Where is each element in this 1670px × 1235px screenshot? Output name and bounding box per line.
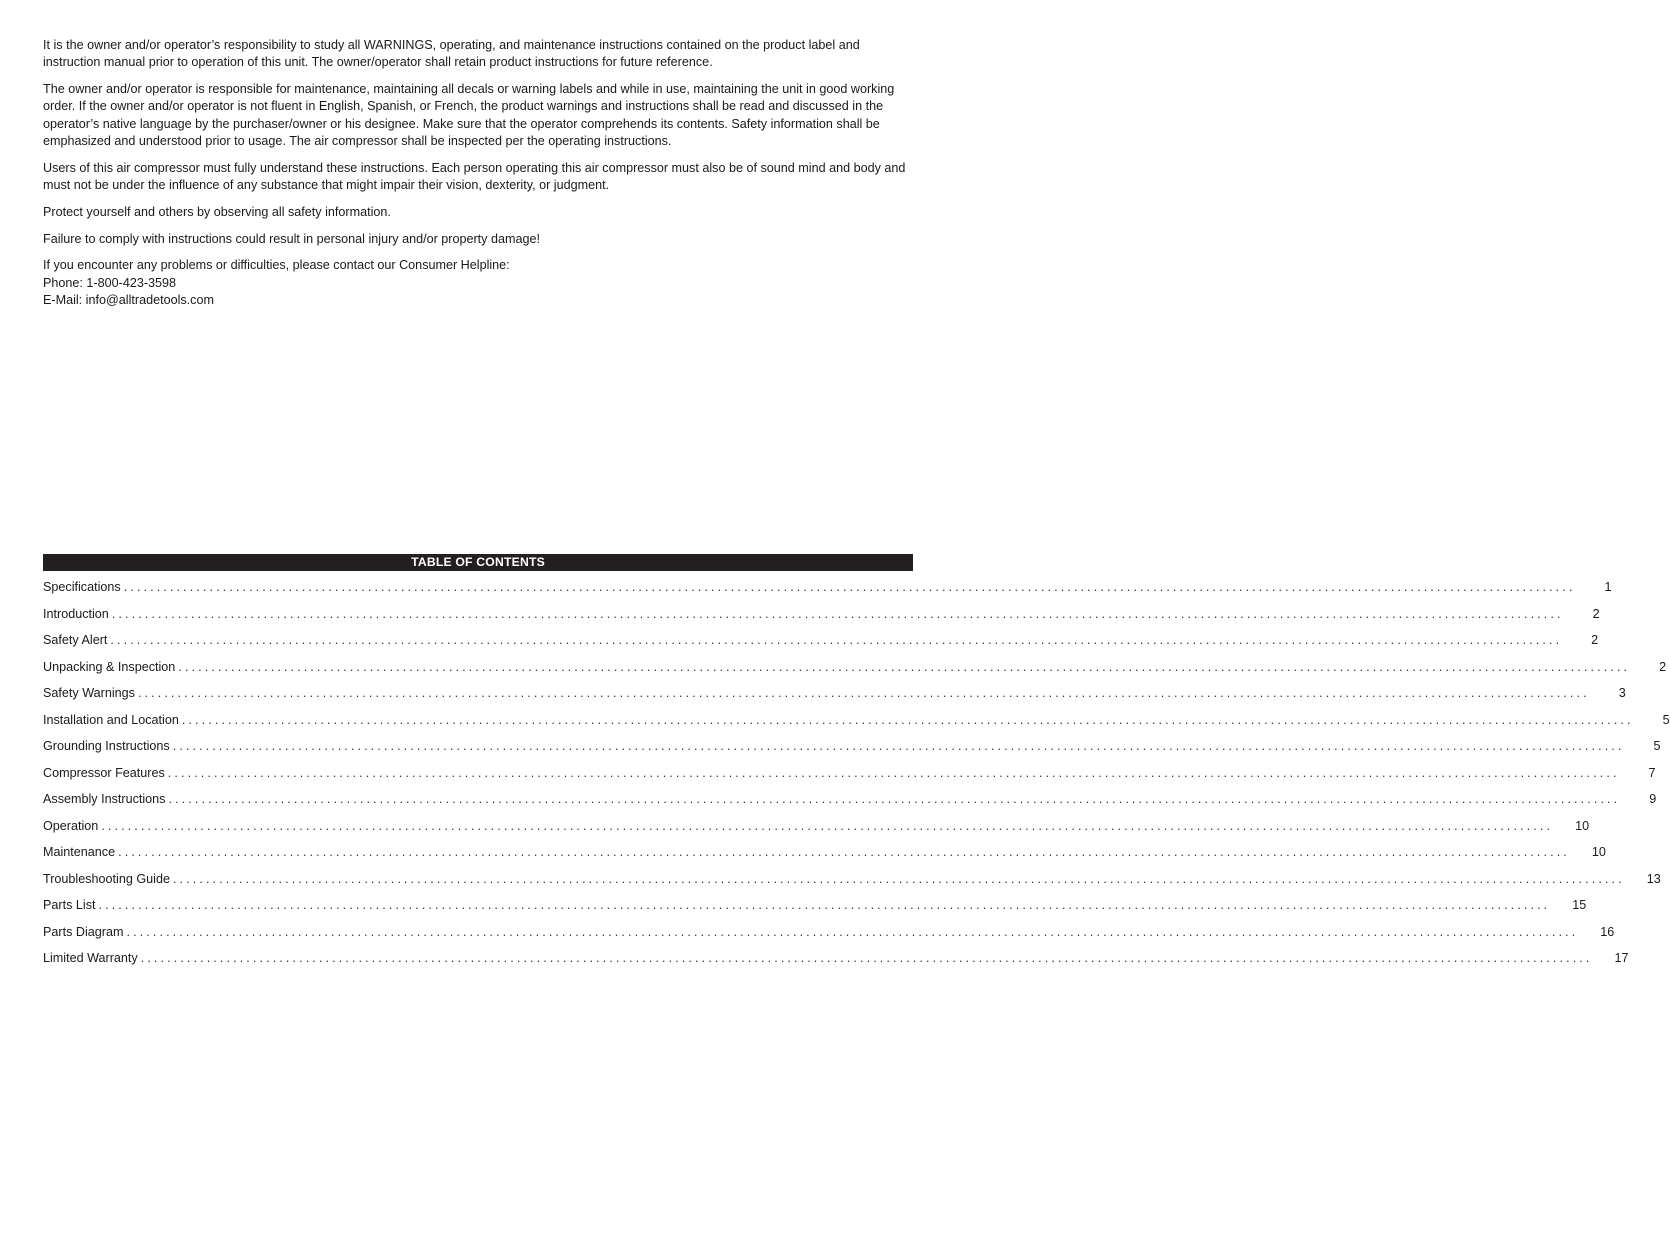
toc-entry[interactable] <box>43 579 1612 606</box>
toc-entry-page: 2 <box>1659 659 1667 674</box>
contact-phone: Phone: 1-800-423-3598 <box>43 275 177 290</box>
toc-entry-page: 2 <box>1591 633 1599 647</box>
toc-entry-page: 7 <box>1648 765 1656 780</box>
toc-leader-dots: ............................................................................................................................................................................................................................ <box>181 712 1634 727</box>
toc-entry[interactable] <box>43 871 1661 898</box>
toc-leader-dots: ............................................................................................................................................................................................................................ <box>178 659 1631 674</box>
toc-entry[interactable] <box>43 924 1615 951</box>
toc-entry[interactable] <box>43 818 1590 845</box>
toc-leader-dots: ............................................................................................................................................................................................................................ <box>98 898 1551 912</box>
toc-entry-title: Installation and Location <box>43 712 179 727</box>
toc-leader-dots: ............................................................................................................................................................................................................................ <box>172 871 1625 886</box>
toc-entry-title: Parts List <box>43 898 96 912</box>
toc-leader-dots: ............................................................................................................................................................................................................................ <box>172 739 1625 753</box>
toc-entry-title: Limited Warranty <box>43 951 138 965</box>
toc-leader-dots: ............................................................................................................................................................................................................................ <box>118 845 1570 859</box>
toc-entry-title: Unpacking & Inspection <box>43 659 176 674</box>
toc-leader-dots: ............................................................................................................................................................................................................................ <box>140 951 1593 965</box>
toc-entry[interactable] <box>43 897 1587 924</box>
intro-paragraph: It is the owner and/or operator’s responsibility to study all WARNINGS, operating, and maintenance instructions contained on the product label and instruction manual prior to operation of this unit. The owner/operator shall retain product instructions for future reference. <box>43 38 860 70</box>
toc-entry-title: Grounding Instructions <box>43 739 170 753</box>
toc-leader-dots: ............................................................................................................................................................................................................................ <box>126 924 1579 939</box>
toc-entry-title: Specifications <box>43 580 121 594</box>
toc-entry-page: 5 <box>1662 712 1670 727</box>
toc-entry-page: 10 <box>1575 818 1590 833</box>
toc-leader-dots: ............................................................................................................................................................................................................................ <box>123 580 1576 594</box>
toc-entry-page: 16 <box>1600 924 1615 939</box>
toc-entry-page: 17 <box>1614 951 1629 965</box>
toc-entry-title: Maintenance <box>43 845 116 859</box>
toc-entry-page: 2 <box>1592 606 1600 621</box>
toc-leader-dots: ............................................................................................................................................................................................................................ <box>101 818 1554 833</box>
toc-leader-dots: ............................................................................................................................................................................................................................ <box>110 633 1563 647</box>
toc-entry-title: Safety Alert <box>43 633 108 647</box>
toc-entry-page: 3 <box>1618 686 1626 700</box>
toc-leader-dots: ............................................................................................................................................................................................................................ <box>168 792 1621 806</box>
toc-entry-title: Safety Warnings <box>43 686 135 700</box>
toc-entry-page: 10 <box>1591 845 1606 859</box>
contact-block <box>43 257 913 309</box>
intro-paragraph: Protect yourself and others by observing all safety information. <box>43 204 391 219</box>
toc-entry[interactable] <box>43 791 1657 818</box>
toc-entry[interactable] <box>43 765 1656 792</box>
contact-email[interactable]: E-Mail: info@alltradetools.com <box>43 293 214 308</box>
toc-leader-dots: ............................................................................................................................................................................................................................ <box>111 606 1564 621</box>
toc-entry-title: Compressor Features <box>43 765 165 780</box>
toc-header: TABLE OF CONTENTS <box>43 554 913 571</box>
toc-entry-page: 1 <box>1604 580 1612 594</box>
toc-entry[interactable] <box>43 844 1606 871</box>
intro-paragraph: Failure to comply with instructions could result in personal injury and/or property damage! <box>43 231 540 246</box>
toc-entry-title: Assembly Instructions <box>43 792 166 806</box>
toc-entry-page: 5 <box>1653 739 1661 753</box>
toc-entry[interactable] <box>43 606 1600 633</box>
toc-entry[interactable] <box>43 659 1667 686</box>
toc-entry[interactable] <box>43 712 1670 739</box>
toc-entry-title: Introduction <box>43 606 109 621</box>
toc-entry[interactable] <box>43 632 1599 659</box>
contact-lead: If you encounter any problems or difficulties, please contact our Consumer Helpline: <box>43 258 510 273</box>
toc-entry-title: Troubleshooting Guide <box>43 871 170 886</box>
toc-entry[interactable] <box>43 950 1629 977</box>
intro-paragraph: The owner and/or operator is responsible for maintenance, maintaining all decals or warning labels and while in use, maintaining the unit in good working order. If the owner and/or operator is not fluent in English, Spanish, or French, the product warnings and instructions shall be read and discussed in the operator’s native language by the purchaser/owner or his designee. Make sure that the operator comprehends its contents. Safety information shall be emphasized and understood prior to usage. The air compressor shall be inspected per the operating instructions. <box>43 82 895 148</box>
toc-entry-page: 15 <box>1572 898 1587 912</box>
toc-leader-dots: ............................................................................................................................................................................................................................ <box>167 765 1620 780</box>
toc-entry-page: 13 <box>1646 871 1661 886</box>
toc-leader-dots: ............................................................................................................................................................................................................................ <box>137 686 1590 700</box>
intro-paragraph: Users of this air compressor must fully understand these instructions. Each person operating this air compressor must also be of sound mind and body and must not be under the influence of any substance that might impair their vision, dexterity, or judgment. <box>43 160 906 193</box>
toc-entry[interactable] <box>43 738 1661 765</box>
toc-entry[interactable] <box>43 685 1626 712</box>
toc-list <box>43 579 1670 977</box>
intro-section <box>43 37 913 319</box>
table-of-contents <box>43 554 1670 977</box>
toc-entry-title: Parts Diagram <box>43 924 124 939</box>
toc-entry-title: Operation <box>43 818 99 833</box>
toc-entry-page: 9 <box>1649 792 1657 806</box>
